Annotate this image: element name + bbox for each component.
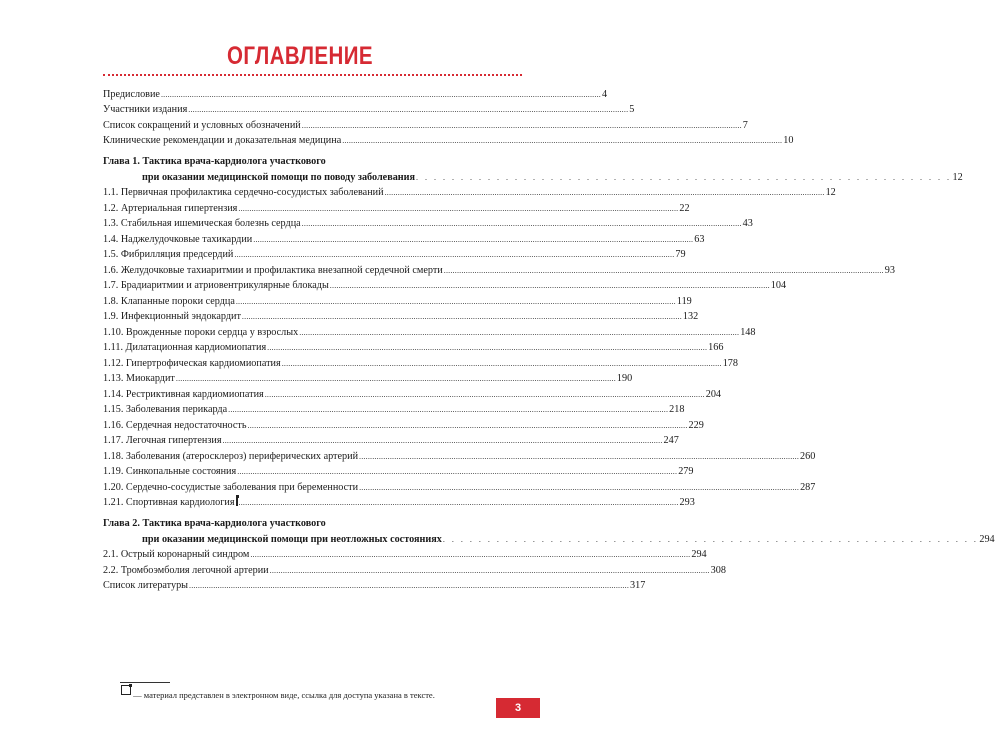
table-of-contents [103,85,995,592]
toc-page: 63 [694,233,705,245]
chapter-subtitle: при оказании медицинской помощи при неотложных состояниях [142,533,442,545]
toc-page: 12 [952,171,963,183]
dot-leader: ........................................................................................................................................................................................................ [253,234,694,244]
chapter-title: Глава 1. Тактика врача-кардиолога участкового [103,156,326,167]
toc-page: 4 [601,88,608,100]
toc-page: 294 [979,533,995,545]
dot-leader: ........................................................................................................................................................................................................ [188,105,629,114]
toc-page: 190 [616,373,633,384]
toc-label: Предисловие [103,88,160,100]
toc-entry[interactable] [103,261,895,277]
toc-page: 279 [678,466,694,477]
toc-entry[interactable] [103,561,726,577]
page-number: 3 [496,698,540,718]
toc-page: 12 [825,187,836,198]
toc-entry[interactable] [103,277,787,293]
toc-label: Список сокращений и условных обозначений [103,119,301,131]
toc-label: 1.11. Дилатационная кардиомиопатия [103,342,267,353]
chapter-2-list [103,546,726,577]
toc-label: 1.18. Заболевания (атеросклероз) периферических артерий [103,450,359,462]
chapter-1-list [103,184,895,510]
dot-leader: ........................................................................................................................................................................................................ [235,296,676,306]
toc-label: 1.2. Артериальная гипертензия [103,202,238,214]
toc-entry[interactable] [103,199,690,215]
toc-label: 1.19. Синкопальные состояния [103,466,237,477]
toc-page: 7 [742,119,748,131]
dot-leader: ........................................................................................................................................................................................................ [281,358,722,368]
chapter-title: Глава 2. Тактика врача-кардиолога участкового [103,518,326,529]
toc-label: 1.4. Наджелудочковые тахикардии [103,233,253,245]
toc-entry[interactable] [103,339,724,355]
toc-page: 317 [630,580,646,591]
footnote [120,688,435,700]
chapter-subtitle: при оказании медицинской помощи по поводу заболевания [142,171,416,183]
toc-label: 1.7. Брадиаритмии и атриовентрикулярные блокады [103,280,329,291]
toc-page: 178 [722,357,738,369]
dot-leader: ........................................................................................................................................................................................................ [175,374,616,383]
dot-leader: ........................................................................................................................................................................................................ [247,420,688,430]
toc-entry[interactable] [103,447,816,463]
title-divider [103,74,522,76]
toc-entry[interactable] [103,432,679,448]
dot-leader: ........................................................................................................................................................................................................ [342,136,783,145]
toc-label: 1.17. Легочная гипертензия [103,435,222,446]
dot-leader: ........................................................................................................................................................................................................ [264,389,705,399]
toc-entry[interactable] [103,354,738,370]
toc-label: Участники издания [103,104,188,115]
dot-leader: ........................................................................................................................................................................................................ [160,89,601,99]
toc-page: 166 [708,342,724,353]
toc-page: 247 [663,435,679,446]
toc-entry-contributors[interactable] [103,101,635,117]
toc-page: 104 [770,280,787,291]
toc-page: 43 [742,218,753,229]
chapter-1-heading[interactable] [103,155,963,184]
dot-leader: ........................................................................................................................................................................................................ [384,188,825,197]
toc-label: Список литературы [103,580,189,591]
toc-page: 22 [679,202,690,214]
dot-leader: ........................................................................................................................................................................................................ [237,467,678,476]
toc-label: Клинические рекомендации и доказательная медицина [103,135,342,146]
toc-label: 2.1. Острый коронарный синдром [103,549,250,560]
toc-label: 1.9. Инфекционный эндокардит [103,311,241,322]
dot-leader: . . . . . . . . . . . . . . . . . . . . . . . . . . . . . . . . . . . . . . . . . . . . . . . . . . . . . . . . . . . . [416,172,952,182]
toc-label: 2.2. Тромбоэмболия легочной артерии [103,564,269,576]
dot-leader: ........................................................................................................................................................................................................ [359,482,800,492]
dot-leader: ........................................................................................................................................................................................................ [222,436,663,445]
toc-entry[interactable] [103,401,685,417]
toc-entry-abbreviations[interactable] [103,116,748,132]
toc-page: 293 [679,497,695,508]
toc-entry[interactable] [103,494,695,510]
toc-label: 1.13. Миокардит [103,373,175,384]
toc-page: 308 [710,564,726,576]
toc-page: 287 [800,481,816,493]
dot-leader: ........................................................................................................................................................................................................ [299,327,740,337]
toc-entry[interactable] [103,308,699,324]
toc-entry[interactable] [103,546,707,562]
dot-leader: . . . . . . . . . . . . . . . . . . . . . . . . . . . . . . . . . . . . . . . . . . . . . . . . . . . . . . . . . . . . [442,534,979,544]
dot-leader: ........................................................................................................................................................................................................ [301,219,742,228]
toc-label: 1.6. Желудочковые тахиаритмии и профилактика внезапной сердечной смерти [103,264,443,276]
toc-label: 1.8. Клапанные пороки сердца [103,295,235,307]
toc-page: 148 [740,326,756,338]
toc-label: 1.5. Фибрилляция предсердий [103,249,234,260]
toc-entry-references[interactable] [103,577,646,593]
dot-leader: ........................................................................................................................................................................................................ [241,312,682,321]
toc-entry[interactable] [103,416,704,432]
toc-label: 1.10. Врожденные пороки сердца у взрослых [103,326,299,338]
dot-leader: ........................................................................................................................................................................................................ [238,498,679,507]
dot-leader: ........................................................................................................................................................................................................ [267,343,708,352]
toc-page: 5 [629,104,635,115]
toc-page: 119 [676,295,692,307]
toc-page: 229 [688,419,704,431]
toc-page: 294 [691,549,707,560]
toc-label: 1.12. Гипертрофическая кардиомиопатия [103,357,281,369]
toc-page: 218 [669,404,685,415]
footnote-divider [120,682,170,683]
dot-leader: ........................................................................................................................................................................................................ [301,120,742,130]
dot-leader: ........................................................................................................................................................................................................ [228,405,669,414]
toc-label: 1.16. Сердечная недостаточность [103,419,247,431]
toc-page: 260 [800,450,816,462]
electronic-material-icon [121,685,131,695]
toc-entry[interactable] [103,215,753,231]
page-title: ОГЛАВЛЕНИЕ [227,42,373,70]
toc-label: 1.14. Рестриктивная кардиомиопатия [103,388,264,400]
dot-leader: ........................................................................................................................................................................................................ [443,265,884,275]
toc-page: 204 [705,388,721,400]
toc-entry[interactable] [103,230,705,246]
dot-leader: ........................................................................................................................................................................................................ [250,550,691,559]
toc-label: 1.15. Заболевания перикарда [103,404,228,415]
dot-leader: ........................................................................................................................................................................................................ [329,281,770,290]
toc-entry-guidelines[interactable] [103,132,794,148]
toc-page: 93 [884,264,895,276]
toc-entry[interactable] [103,478,816,494]
toc-entry[interactable] [103,370,633,386]
toc-entry-preface[interactable] [103,85,608,101]
electronic-material-icon [236,496,238,506]
dot-leader: ........................................................................................................................................................................................................ [234,250,675,259]
toc-page: 79 [675,249,686,260]
toc-entry[interactable] [103,246,686,262]
dot-leader: ........................................................................................................................................................................................................ [238,203,679,213]
toc-entry[interactable] [103,385,721,401]
toc-entry[interactable] [103,292,692,308]
toc-label: 1.3. Стабильная ишемическая болезнь сердца [103,218,301,229]
chapter-2-heading[interactable] [103,517,995,546]
toc-label: 1.20. Сердечно-сосудистые заболевания при беременности [103,481,359,493]
toc-page: 132 [682,311,699,322]
toc-entry[interactable] [103,184,836,200]
dot-leader: ........................................................................................................................................................................................................ [189,581,630,590]
toc-label: 1.21. Спортивная кардиология [103,497,235,508]
dot-leader: ........................................................................................................................................................................................................ [269,565,710,575]
toc-label: 1.1. Первичная профилактика сердечно-сосудистых заболеваний [103,187,384,198]
dot-leader: ........................................................................................................................................................................................................ [359,451,800,461]
toc-entry[interactable] [103,463,694,479]
toc-entry[interactable] [103,323,756,339]
footnote-text: — материал представлен в электронном виде, ссылка для доступа указана в тексте. [133,690,435,700]
toc-page: 10 [783,135,794,146]
